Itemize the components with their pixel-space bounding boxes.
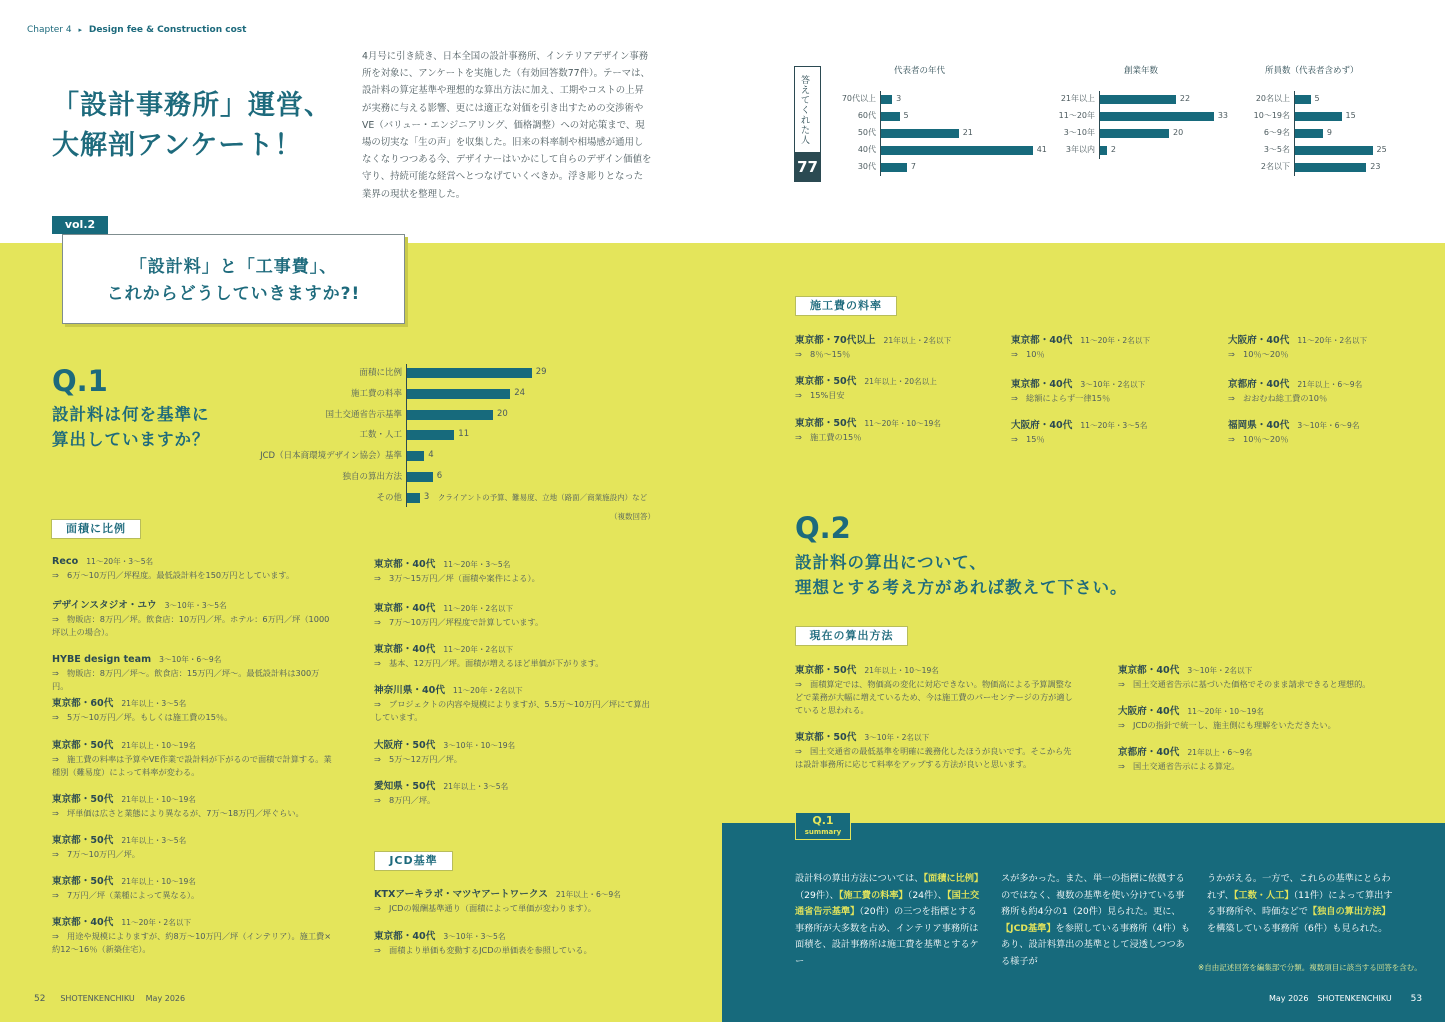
response-text: ⇒ JCDの指針で統一し、施主側にも理解をいただきたい。: [1118, 720, 1336, 730]
response-name-text: 東京都・50代: [795, 665, 857, 676]
response-name: [52, 832, 332, 846]
response-item: [374, 682, 654, 724]
chart-value-label: 20: [497, 408, 508, 419]
chart-value-label: 25: [1376, 145, 1387, 154]
response-meta: 3〜10年・3〜5名: [164, 601, 227, 610]
chart-title: 創業年数: [1124, 66, 1159, 76]
vol-title-box: [62, 234, 405, 324]
response-text: ⇒ 国土交通省の最低基準を明確に義務化したほうが良いです。そこから先は設計事務所に応じて料率をアップする方法が良いと思います。: [795, 746, 1072, 769]
response-text: ⇒ 基本、12万円／坪。面積が増えるほど単価が下がります。: [374, 658, 604, 668]
summary-column-3: [1207, 871, 1397, 937]
response-name: [1228, 376, 1438, 390]
response-meta: 3〜10年・3〜5名: [443, 932, 506, 941]
response-name-text: 東京都・40代: [374, 644, 436, 655]
chart-value-label: 23: [1370, 162, 1381, 171]
response-text: ⇒ 7万円／坪（業種によって異なる）。: [52, 890, 200, 900]
chart-category-label: その他: [376, 492, 402, 503]
chart-bar: [1100, 112, 1214, 121]
chart-bar: [1295, 129, 1323, 138]
response-item: [52, 873, 332, 902]
chart-value-label: 11: [458, 429, 470, 440]
response-item: [52, 737, 332, 779]
response-name-text: 東京都・40代: [374, 559, 436, 570]
tag-jcd-standard: JCD基準: [374, 851, 453, 871]
chart-category-label: 40代: [857, 145, 876, 154]
chart-category-label: 20名以上: [1255, 94, 1290, 103]
response-item: [52, 597, 332, 639]
chart-value-label: 6: [436, 471, 443, 481]
summary-highlight: 【工数・人工】: [1233, 889, 1294, 901]
response-name-text: Reco: [52, 556, 79, 567]
response-text: ⇒ 3万〜15万円／坪（面積や案件による）。: [374, 573, 540, 583]
chart-value-label: 20: [1173, 128, 1184, 137]
response-meta: 21年以上・6〜9名: [1187, 748, 1253, 757]
response-text: ⇒ プロジェクトの内容や規模によりますが、5.5万〜10万円／坪にて算出しています。: [374, 699, 650, 722]
response-meta: 21年以上・3〜5名: [121, 836, 187, 845]
response-meta: 3〜10年・2名以下: [864, 733, 930, 742]
chart-category-label: 面積に比例: [359, 368, 402, 378]
q2-number: Q.2: [795, 511, 851, 545]
response-meta: 21年以上・3〜5名: [443, 782, 509, 791]
response-name: [52, 654, 332, 665]
response-name-text: 東京都・50代: [795, 418, 857, 429]
page-number-left: 52: [34, 994, 46, 1004]
response-item: [795, 332, 1005, 361]
response-item: [1011, 417, 1221, 446]
response-name: [374, 886, 654, 900]
response-meta: 11〜20年・2名以下: [443, 645, 514, 654]
response-meta: 3〜10年・6〜9名: [1297, 421, 1360, 430]
chart-category-label: 11〜20年: [1058, 111, 1095, 120]
response-meta: 21年以上・10〜19名: [121, 741, 196, 750]
summary-note: ※自由記述回答を編集部で分類。複数項目に該当する回答を含む。: [1198, 963, 1422, 972]
response-name: [52, 556, 332, 567]
response-meta: 21年以上・2名以下: [883, 336, 952, 345]
page-number-right: 53: [1410, 994, 1423, 1004]
response-name: [1011, 376, 1221, 390]
response-name-text: 東京都・40代: [374, 931, 436, 942]
summary-highlight: 【国土交通省告示基準】: [795, 889, 980, 917]
q2-title: [795, 550, 1128, 600]
chart-value-label: 24: [514, 387, 526, 398]
response-name: [52, 695, 332, 709]
chart-value-label: 22: [1179, 94, 1191, 103]
chart-category-label: JCD（日本商環境デザイン協会）基準: [260, 451, 402, 462]
response-meta: 11〜20年・10〜19名: [864, 419, 941, 428]
chart-category-label: 6〜9名: [1263, 128, 1290, 137]
response-name: [1228, 332, 1438, 346]
response-item: [374, 641, 654, 670]
response-name-text: 大阪府・50代: [374, 740, 436, 751]
response-item: [1228, 332, 1438, 361]
magazine-name-right: SHOTENKENCHIKU: [1317, 994, 1392, 1003]
response-name-text: 東京都・50代: [52, 835, 114, 846]
response-meta: 11〜20年・2名以下: [121, 918, 192, 927]
response-name-text: 神奈川県・40代: [374, 685, 445, 696]
respondents-count-value: 77: [797, 158, 818, 176]
chart-bar: [1295, 163, 1366, 172]
response-name-text: 京都府・40代: [1118, 747, 1180, 758]
chart-bar: [881, 163, 907, 172]
response-text: ⇒ 7万〜10万円／坪程度で計算しています。: [374, 617, 544, 627]
q1-title-line1: 設計料は何を基準に: [52, 405, 210, 424]
response-name-text: 東京都・40代: [1011, 335, 1073, 346]
chart-bar: [1100, 129, 1169, 138]
vol-title-line1: 「設計料」と「工事費」、: [129, 257, 338, 277]
response-name-text: 東京都・40代: [1118, 665, 1180, 676]
response-name-text: 東京都・50代: [795, 732, 857, 743]
response-name-text: 大阪府・40代: [1118, 706, 1180, 717]
chart-title: 代表者の年代: [894, 66, 946, 76]
summary-text-segment: 設計料の算出方法については、: [795, 873, 924, 884]
summary-text-segment: うかがえる。一方で、これらの基準にとらわれず、: [1207, 873, 1391, 901]
response-name-text: 東京都・50代: [52, 794, 114, 805]
response-text: ⇒ 7万〜10万円／坪。: [52, 849, 140, 859]
summary-highlight: 【独自の算出方法】: [1307, 906, 1391, 917]
response-item: [374, 778, 654, 807]
respondents-label: 答えてくれた人: [801, 76, 811, 146]
summary-text-segment: スが多かった。また、単一の指標に依拠するのではなく、複数の基準を使い分けている事務所も約4分の1（20件）見られた。更に、: [1001, 873, 1185, 917]
q1-title-line2: 算出していますか？: [52, 430, 210, 449]
footer-right: [1269, 994, 1422, 1004]
chart-bar: [407, 472, 433, 482]
summary-text-segment: （24件）、: [907, 889, 947, 901]
chart-category-label: 60代: [857, 111, 876, 120]
summary-text-segment: を参照している事務所（4件）もあり、設計料算出の基準として浸透しつつある様子が: [1001, 922, 1191, 967]
magazine-name-left: SHOTENKENCHIKU: [60, 994, 135, 1003]
response-name: [1228, 417, 1438, 431]
issue-date-right: May 2026: [1269, 994, 1309, 1003]
response-name: [1011, 417, 1221, 431]
response-item: [52, 556, 332, 582]
response-name-text: 東京都・40代: [1011, 379, 1073, 390]
arrow-icon: ▸: [78, 26, 82, 34]
response-text: ⇒ 坪単価は広さと業態により異なるが、7万〜18万円／坪ぐらい。: [52, 808, 304, 818]
summary-tag: [795, 812, 851, 840]
chart-bar: [407, 410, 493, 420]
chart-bar: [1100, 95, 1176, 104]
response-name: [1011, 332, 1221, 346]
page-title: [52, 86, 332, 166]
summary-column-2: [1001, 871, 1191, 970]
page-title-line1: 「設計事務所」運営、: [52, 90, 332, 121]
summary-highlight: 【施工費の料率】: [838, 889, 908, 901]
summary-text-segment: （20件）の三つを指標とする事務所が大多数を占め、インテリア事務所は面積を、設計事務所は施工費を基準とするケー: [795, 906, 979, 967]
response-text: ⇒ 10％〜20％: [1228, 434, 1289, 444]
response-name-text: 京都府・40代: [1228, 379, 1290, 390]
response-name-text: 東京都・70代以上: [795, 335, 876, 346]
chart-category-label: 2名以下: [1260, 162, 1290, 171]
q2-title-line2: 理想とする考え方があれば教えて下さい。: [795, 578, 1128, 597]
chart-category-label: 21年以上: [1060, 94, 1095, 103]
chart-value-label: 5: [903, 111, 909, 120]
response-item: [52, 832, 332, 861]
chart-note: （複数回答）: [610, 512, 655, 521]
tag-area-proportional: 面積に比例: [51, 519, 141, 539]
response-text: ⇒ 8万円／坪。: [374, 795, 436, 805]
chart-value-label: 29: [535, 367, 547, 377]
response-meta: 21年以上・20名以上: [864, 377, 937, 386]
chart-value-label: 2: [1110, 145, 1116, 154]
chart-value-label: 15: [1345, 111, 1356, 120]
chart-value-label: 4: [428, 450, 434, 461]
response-item: [1228, 376, 1438, 405]
vol-tag: vol.2: [52, 216, 108, 234]
response-meta: 11〜20年・3〜5名: [443, 560, 511, 569]
response-name: [795, 729, 1075, 743]
response-item: [795, 415, 1005, 444]
chart-bar: [407, 430, 454, 440]
chart-category-label: 施工費の料率: [350, 388, 402, 399]
response-text: ⇒ おおむね総工費の10％: [1228, 393, 1328, 403]
q2-title-line1: 設計料の算出について、: [795, 553, 987, 572]
chart-bar: [407, 389, 510, 399]
response-text: ⇒ 用途や規模によりますが、約8万〜10万円／坪（インテリア）。施工費×約12〜16％（新築住宅）。: [52, 931, 332, 954]
response-name: [795, 415, 1005, 429]
response-name-text: 東京都・50代: [52, 740, 114, 751]
response-meta: 21年以上・10〜19名: [121, 877, 196, 886]
chart-bar: [1295, 146, 1373, 155]
chart-bar: [1295, 95, 1311, 104]
chart-value-label: 7: [910, 162, 916, 171]
response-meta: 3〜10年・10〜19名: [443, 741, 516, 750]
chart-value-label: 9: [1326, 128, 1332, 137]
chart-bar: [881, 95, 892, 104]
response-name-text: 東京都・40代: [374, 603, 436, 614]
response-text: ⇒ 面積より単価も変動するJCDの単価表を参照している。: [374, 945, 592, 955]
response-meta: 21年以上・3〜5名: [121, 699, 187, 708]
response-name: [374, 778, 654, 792]
response-name-text: 東京都・40代: [52, 917, 114, 928]
response-text: ⇒ 10％: [1011, 349, 1045, 359]
intro-text: 4月号に引き続き、日本全国の設計事務所、インテリアデザイン事務所を対象に、アンケートを実施した（有効回答数77件）。テーマは、設計料の算定基準や理想的な算出方法に加え、工期やコストの上昇が実務に与える影響、更には適正な対価を引き出すための交渉術やVE（バリュー・エンジニアリング、価格調整）への対応策まで、現場の切実な「生の声」を収集した。旧来の料率制や相場感が通用しなくなりつつある今、デザイナーはいかにして自らのデザイン価値を守り、持続可能な経営へとつなげていくべきか。浮き彫りとなった業界の現状を整理した。: [362, 51, 652, 200]
chart-category-label: 3〜5名: [1263, 145, 1290, 154]
chart-category-label: 50代: [857, 128, 876, 137]
response-text: ⇒ 5万〜10万円／坪。もしくは施工費の15％。: [52, 712, 233, 722]
response-name-text: 大阪府・40代: [1011, 420, 1073, 431]
response-text: ⇒ 総額によらず一律15％: [1011, 393, 1111, 403]
chart-category-label: 3〜10年: [1063, 128, 1095, 137]
response-meta: 3〜10年・2名以下: [1080, 380, 1146, 389]
response-meta: 11〜20年・3〜5名: [86, 557, 154, 566]
chart-category-label: 独自の算出方法: [342, 472, 402, 482]
response-item: [795, 662, 1075, 717]
response-text: ⇒ 国土交通省告示による算定。: [1118, 761, 1240, 771]
response-meta: 21年以上・10〜19名: [864, 666, 939, 675]
respondents-count-unit: 人: [802, 195, 812, 205]
response-item: [374, 886, 654, 915]
response-item: [374, 600, 654, 629]
vol-title-line2: これからどうしていきますか?!: [106, 284, 361, 304]
q1-title: [52, 402, 210, 452]
summary-tag-sub: summary: [804, 828, 842, 836]
response-name-text: 東京都・60代: [52, 698, 114, 709]
response-text: ⇒ 施工費の15％: [795, 432, 862, 442]
response-text: ⇒ 8％〜15％: [795, 349, 851, 359]
tag-current-method: 現在の算出方法: [795, 626, 908, 646]
summary-highlight: 【面積に比例】: [923, 873, 984, 884]
response-name-text: 大阪府・40代: [1228, 335, 1290, 346]
response-text: ⇒ JCDの報酬基準通り（面積によって単価が変わります）。: [374, 903, 596, 913]
response-meta: 3〜10年・2名以下: [1187, 666, 1253, 675]
summary-text-segment: を構築している事務所（6件）も見られた。: [1207, 922, 1388, 934]
chart-value-label: 3: [896, 94, 902, 103]
issue-date-left: May 2026: [145, 994, 186, 1003]
response-item: [52, 914, 332, 956]
chart-bar: [1100, 146, 1107, 155]
chapter-label: Chapter 4: [27, 25, 72, 35]
response-text: ⇒ 国土交通省告示に基づいた価格でそのまま請求できると理想的。: [1118, 679, 1371, 689]
response-item: [795, 373, 1005, 402]
chart-bar: [407, 493, 420, 503]
chart-bar: [1295, 112, 1342, 121]
response-text: ⇒ 15％: [1011, 434, 1045, 444]
response-name: [52, 873, 332, 887]
response-name-text: 東京都・50代: [52, 876, 114, 887]
response-name: [52, 914, 332, 928]
chart-category-label: 30代: [857, 162, 876, 171]
response-item: [52, 695, 332, 724]
response-meta: 21年以上・6〜9名: [1297, 380, 1363, 389]
response-meta: 11〜20年・2名以下: [452, 686, 523, 695]
chart-bar: [881, 146, 1033, 155]
chart-category-label: 3年以内: [1065, 145, 1095, 154]
response-meta: 21年以上・6〜9名: [555, 890, 621, 899]
response-name-text: 愛知県・50代: [374, 781, 436, 792]
chart-title: 所員数（代表者含めず）: [1265, 66, 1359, 76]
chart-value-label: 41: [1036, 145, 1047, 154]
summary-text-segment: （29件）、: [795, 889, 839, 901]
response-name: [1118, 703, 1408, 717]
response-meta: 21年以上・10〜19名: [121, 795, 196, 804]
response-meta: 11〜20年・2名以下: [1080, 336, 1151, 345]
response-text: ⇒ 物販店：8万円／坪。飲食店：10万円／坪。ホテル：6万円／坪（1000坪以上の場合）。: [52, 614, 330, 637]
response-item: [52, 654, 332, 693]
response-item: [1011, 332, 1221, 361]
response-name: [374, 641, 654, 655]
chart-category-label: 工数・人工: [359, 430, 402, 441]
page-title-line2: 大解剖アンケート！: [52, 130, 303, 161]
response-text: ⇒ 施工費の料率は予算やVE作業で設計料が下がるので面積で計算する。業種別（難易度）によって料率が変わる。: [52, 754, 332, 777]
response-name: [374, 682, 654, 696]
response-name: [795, 373, 1005, 387]
chart-annotation: クライアントの予算、難易度、立地（路面／商業施設内）など: [437, 492, 648, 502]
response-meta: 11〜20年・2名以下: [443, 604, 514, 613]
chart-value-label: 21: [962, 128, 973, 137]
section-label: Design fee & Construction cost: [88, 25, 247, 35]
response-name-text: HYBE design team: [52, 654, 152, 665]
response-meta: 11〜20年・10〜19名: [1187, 707, 1264, 716]
chart-value-label: 3: [423, 491, 430, 502]
chart-category-label: 10〜19名: [1253, 111, 1290, 120]
response-text: ⇒ 10％〜20％: [1228, 349, 1289, 359]
response-meta: 11〜20年・3〜5名: [1080, 421, 1148, 430]
response-item: [1118, 703, 1408, 732]
response-text: ⇒ 15%目安: [795, 390, 845, 400]
response-name-text: 東京都・50代: [795, 376, 857, 387]
response-text: ⇒ 6万〜10万円／坪程度。最低設計料を150万円としています。: [52, 570, 295, 580]
tag-construction-rate: 施工費の料率: [795, 296, 897, 316]
response-item: [1011, 376, 1221, 405]
summary-column-1: [795, 871, 985, 970]
response-item: [1118, 744, 1408, 773]
chart-bar: [407, 451, 424, 461]
response-name-text: 福岡県・40代: [1228, 420, 1290, 431]
response-name-text: KTXアーキラボ・マツヤアートワークス: [374, 889, 548, 900]
response-name-text: デザインスタジオ・ユウ: [52, 600, 157, 611]
summary-tag-title: Q.1: [812, 814, 834, 827]
response-item: [1118, 662, 1408, 691]
chapter-header: [27, 25, 246, 35]
chart-value-label: 33: [1217, 111, 1229, 120]
response-name: [795, 332, 1005, 346]
response-item: [52, 791, 332, 820]
chart-bar: [881, 112, 900, 121]
response-meta: 3〜10年・6〜9名: [159, 655, 222, 664]
response-text: ⇒ 面積算定では、物価高の変化に対応できない。物価高による予算調整などで業務が大幅に増えているため、今は施工費のパーセンテージの方が適していると思われる。: [795, 679, 1073, 715]
summary-text-segment: （11件）によって算出する事務所や、時価などで: [1207, 889, 1393, 917]
summary-highlight: 【JCD基準】: [1001, 922, 1056, 934]
response-item: [374, 737, 654, 766]
chart-value-label: 5: [1314, 94, 1320, 103]
response-text: ⇒ 5万〜12万円／坪。: [374, 754, 462, 764]
chart-bar: [881, 129, 959, 138]
response-name: [374, 556, 654, 570]
chart-bar: [407, 368, 532, 378]
response-name: [374, 928, 654, 942]
response-item: [795, 729, 1075, 771]
chart-category-label: 70代以上: [841, 94, 876, 103]
response-text: ⇒ 物販店：8万円／坪〜。飲食店：15万円／坪〜。最低設計料は300万円。: [52, 668, 320, 691]
response-item: [1228, 417, 1438, 446]
q1-number: Q.1: [52, 364, 108, 398]
response-meta: 11〜20年・2名以下: [1297, 336, 1368, 345]
footer-left: [34, 994, 185, 1004]
response-item: [374, 556, 654, 585]
response-name: [374, 600, 654, 614]
chart-category-label: 国土交通省告示基準: [325, 409, 402, 420]
response-name: [374, 737, 654, 751]
response-item: [374, 928, 654, 957]
response-name: [52, 737, 332, 751]
response-name: [52, 791, 332, 805]
response-name: [1118, 662, 1408, 676]
response-name: [795, 662, 1075, 676]
response-name: [52, 597, 332, 611]
response-name: [1118, 744, 1408, 758]
